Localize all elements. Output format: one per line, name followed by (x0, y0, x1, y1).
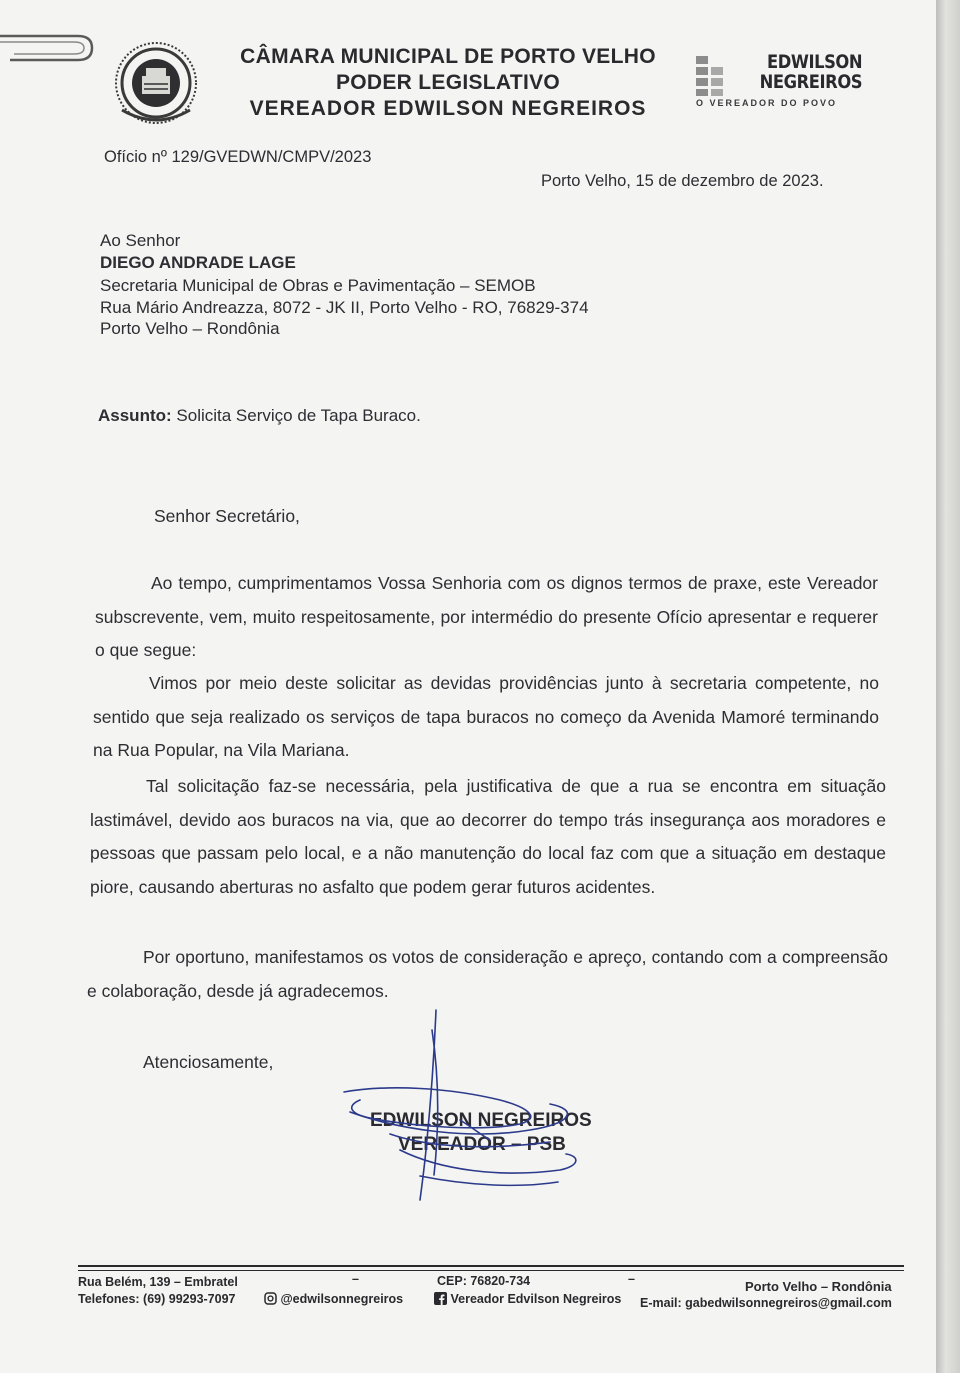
paragraph-1-text: Ao tempo, cumprimentamos Vossa Senhoria com os dignos termos de praxe, este Vereador subscrevente, vem, muito respeitosamente, por intermédio do presente Ofício apresentar e requerer o que segue: (95, 573, 878, 660)
signer-name: EDWILSON NEGREIROS (370, 1110, 592, 1131)
paragraph-3-text: Tal solicitação faz-se necessária, pela justificativa de que a rua se encontra em situação lastimável, devido aos buracos na via, que ao decorrer do tempo trás insegurança aos moradores e pessoas que passam pelo local, e a não manutenção do local faz com que a situação em destaque piore, causando aberturas no asfalto que podem gerar futuros acidentes. (90, 776, 886, 897)
recipient-department: Secretaria Municipal de Obras e Pavimentação – SEMOB (100, 276, 536, 295)
place-and-date: Porto Velho, 15 de dezembro de 2023. (541, 172, 824, 190)
background-edge (936, 0, 960, 1373)
footer-city: Porto Velho – Rondônia (745, 1279, 892, 1294)
chamber-seal-icon (108, 40, 204, 126)
facebook-page: Vereador Edvilson Negreiros (450, 1292, 622, 1306)
subject-line (98, 406, 421, 426)
footer-instagram[interactable] (264, 1292, 403, 1306)
paragraph-1 (95, 567, 878, 668)
letterhead-title (218, 44, 678, 122)
subject-text: Solicita Serviço de Tapa Buraco. (176, 406, 421, 425)
paragraph-4 (87, 941, 888, 1008)
header-line-3: VEREADOR EDWILSON NEGREIROS (249, 97, 647, 120)
footer-facebook[interactable] (434, 1292, 621, 1306)
brand-name-line-2: NEGREIROS (759, 71, 862, 93)
office-reference: Ofício nº 129/GVEDWN/CMPV/2023 (104, 148, 372, 166)
header-line-1: CÂMARA MUNICIPAL DE PORTO VELHO (240, 45, 656, 68)
facebook-icon (434, 1292, 447, 1305)
subject-label: Assunto: (98, 406, 172, 425)
recipient-address: Rua Mário Andreazza, 8072 - JK II, Porto Velho - RO, 76829-374 (100, 298, 589, 317)
footer-email[interactable]: E-mail: gabedwilsonnegreiros@gmail.com (640, 1296, 892, 1310)
paragraph-4-text: Por oportuno, manifestamos os votos de consideração e apreço, contando com a compreensão e colaboração, desde já agradecemos. (87, 947, 888, 1001)
greeting: Senhor Secretário, (154, 506, 300, 526)
paragraph-2-text: Vimos por meio deste solicitar as devidas providências junto à secretaria competente, no sentido que seja realizado os serviços de tapa buracos no começo da Avenida Mamoré terminando na Rua Popular, na Vila Mariana. (93, 673, 879, 760)
footer-dash-1: – (352, 1272, 359, 1286)
closing: Atenciosamente, (143, 1052, 274, 1072)
recipient-salutation: Ao Senhor (100, 231, 181, 250)
handwritten-signature-icon (330, 1000, 630, 1210)
header-line-2: PODER LEGISLATIVO (335, 71, 561, 94)
paper-clip-icon (0, 30, 94, 72)
signer-role: VEREADOR – PSB (398, 1134, 566, 1155)
instagram-icon (264, 1292, 277, 1305)
recipient-name: DIEGO ANDRADE LAGE (100, 253, 296, 272)
paragraph-2 (93, 667, 879, 768)
recipient-city: Porto Velho – Rondônia (100, 319, 280, 338)
brand-tagline: O VEREADOR DO POVO (696, 98, 838, 108)
paragraph-3 (90, 770, 886, 904)
instagram-handle: @edwilsonnegreiros (280, 1292, 404, 1306)
footer-dash-2: – (628, 1272, 635, 1286)
footer-divider (78, 1265, 904, 1267)
footer-address: Rua Belém, 139 – Embratel (78, 1275, 238, 1289)
footer-divider-thin (78, 1270, 904, 1271)
brand-blocks-icon (694, 54, 726, 98)
brand-logo (694, 52, 870, 112)
brand-name-line-1: EDWILSON (766, 51, 862, 73)
brand-name (760, 52, 862, 92)
footer-cep: CEP: 76820-734 (437, 1274, 531, 1288)
footer-phone: Telefones: (69) 99293-7097 (78, 1292, 236, 1306)
